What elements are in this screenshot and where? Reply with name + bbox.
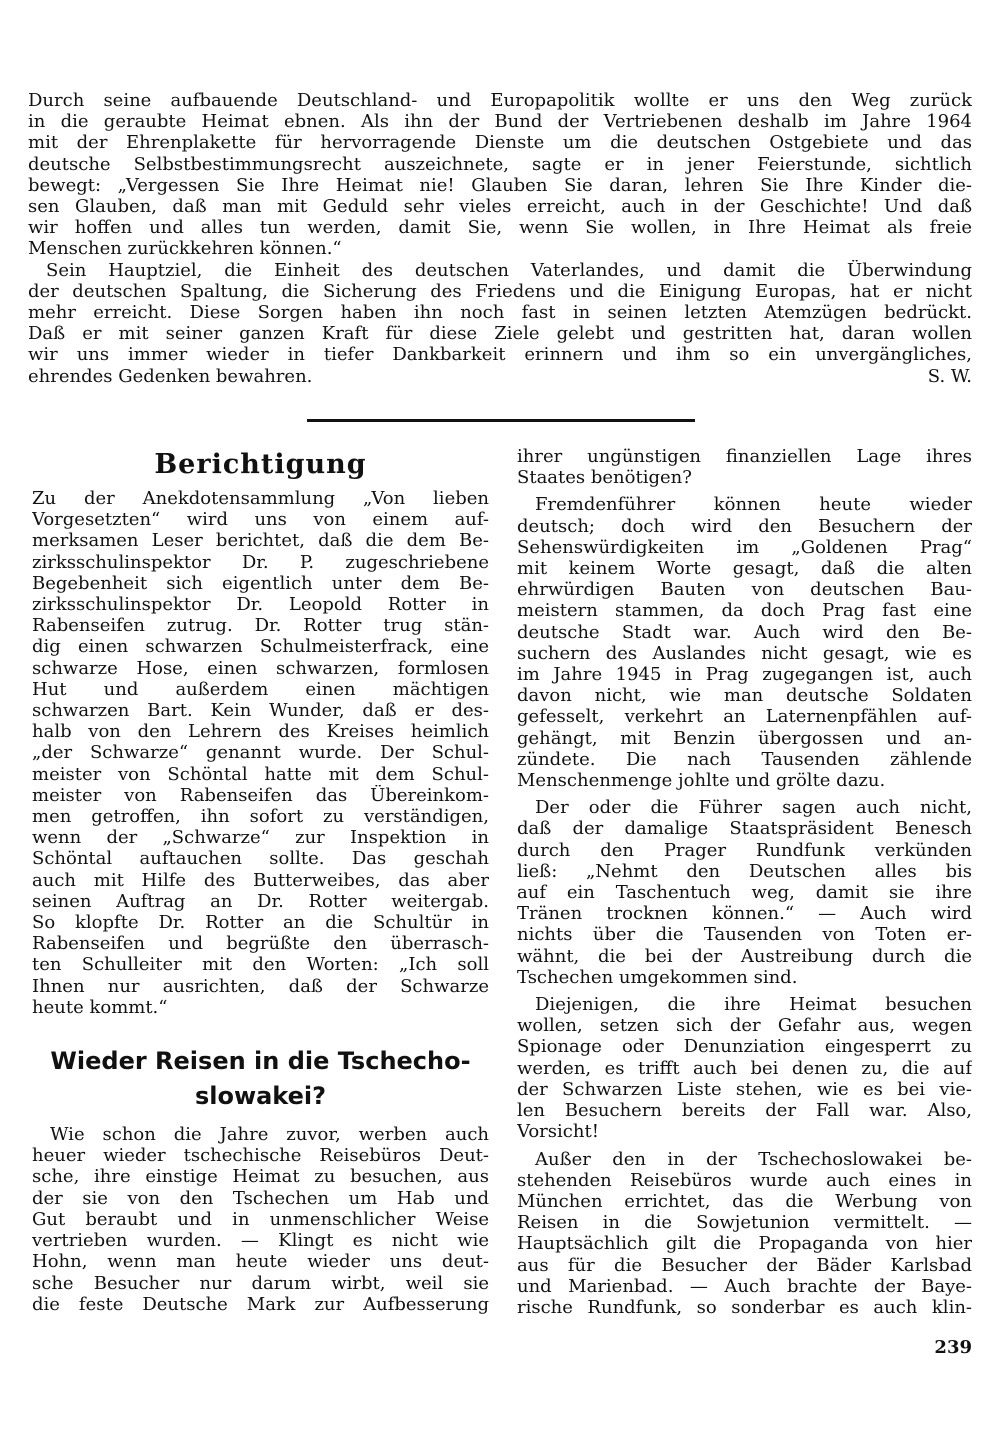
section-divider [307, 419, 695, 422]
text-line: Menschen zurückkehren können.“ [28, 238, 342, 260]
text-line: werden, es trifft auch bei denen zu, die auf [517, 1057, 972, 1079]
text-line: Rabenseifen zutrug. Dr. Rotter trug stän- [32, 615, 489, 637]
text-line: Zu der Anekdotensammlung „Von lieben [32, 488, 489, 509]
text-line: Rabenseifen und begrüßte den überrasch- [32, 933, 489, 955]
text-line: Gut beraubt und in unmenschlicher Weise [32, 1208, 489, 1230]
heading-reisen-line-1: Wieder Reisen in die Tschecho- [50, 1047, 471, 1076]
text-line: ehrwürdigen Bauten von deutschen Bau- [517, 579, 972, 601]
text-line: Vorgesetzten“ wird uns von einem auf- [32, 509, 489, 531]
text-line: heuer wieder tschechische Reisebüros Deut- [32, 1145, 489, 1167]
text-line: nichts über die Tausenden von Toten er- [517, 924, 972, 946]
reisen-paragraph [32, 1124, 489, 1315]
right-paragraph-3 [517, 797, 972, 988]
text-line: Sein Hauptziel, die Einheit des deutschen Vaterlandes, und damit die Überwindung [46, 259, 972, 281]
text-line: stehenden Reisebüros wurde auch eines in [517, 1169, 972, 1191]
text-line: auf ein Taschentuch weg, damit sie ihre [517, 882, 972, 904]
text-line: deutsche Selbstbestimmungsrecht auszeichnete, sagte er in jener Feierstunde, sichtlich [28, 153, 972, 175]
text-line: rische Rundfunk, so sonderbar es auch klin- [517, 1296, 972, 1318]
text-line: Schöntal auftauchen sollte. Das geschah [32, 848, 489, 870]
paragraph-1 [28, 90, 972, 260]
text-line: in die geraubte Heimat ebnen. Als ihn der Bund der Vertriebenen deshalb im Jahre 1964 [28, 111, 972, 133]
text-line: schwarze Hose, einen schwarzen, formlosen [32, 657, 489, 679]
text-line: Der oder die Führer sagen auch nicht, [535, 797, 972, 819]
text-line: meistern stammen, da doch Prag fast eine [517, 600, 972, 622]
text-line: heute kommt.“ [32, 996, 168, 1018]
text-line: gefesselt, verkehrt an Laternenpfählen auf- [517, 706, 972, 728]
text-line: durch den Prager Rundfunk verkünden [517, 839, 972, 861]
text-line: Sehenswürdigkeiten im „Goldenen Prag“ [517, 536, 972, 558]
text-line: der deutschen Spaltung, die Sicherung des Friedens und die Einigung Europas, hat er nicht [28, 280, 972, 302]
text-line: daß der damalige Staatspräsident Benesch [517, 818, 972, 840]
text-line: die feste Deutsche Mark zur Aufbesserung [32, 1293, 489, 1315]
text-line: Diejenigen, die ihre Heimat besuchen [535, 994, 972, 1016]
text-line: „der Schwarze“ genannt wurde. Der Schul- [32, 742, 489, 764]
text-line: Tränen trocknen können.“ — Auch wird [517, 903, 972, 925]
text-line: davon nicht, wie man deutsche Soldaten [517, 685, 972, 707]
text-line: meister von Schöntal hatte mit dem Schul- [32, 763, 489, 785]
text-line: Ihnen nur ausrichten, daß der Schwarze [32, 975, 489, 997]
right-paragraph-5 [517, 1149, 972, 1319]
text-line: Hut und außerdem einen mächtigen [32, 678, 489, 700]
text-line: Spionage oder Denunziation eingesperrt zu [517, 1036, 972, 1058]
text-line: Reisen in die Sowjetunion vermittelt. — [517, 1212, 972, 1234]
text-line: deutsch; doch wird den Besuchern der [517, 515, 972, 537]
text-line: gehängt, mit Benzin übergossen und an- [517, 727, 972, 749]
top-article [28, 90, 972, 387]
text-line: ließ: „Nehmt den Deutschen alles bis [517, 860, 972, 882]
text-line: wir uns immer wieder in tiefer Dankbarkeit erinnern und ihm so ein unvergängliches, [28, 344, 972, 366]
text-line: bewegt: „Vergessen Sie Ihre Heimat nie! Glauben Sie daran, lehren Sie Ihre Kinder die- [28, 174, 972, 196]
text-line: der sie von den Tschechen um Hab und [32, 1187, 489, 1209]
signature: S. W. [927, 365, 972, 387]
heading-berichtigung: Berichtigung [154, 449, 367, 480]
heading-reisen-line-2: slowakei? [194, 1082, 327, 1111]
text-line: sche Besucher nur darum wirbt, weil sie [32, 1272, 489, 1294]
text-line: Daß er mit seiner ganzen Kraft für diese Ziele gelebt und gestritten hat, daran wollen [28, 323, 972, 345]
text-line: ten Schulleiter mit den Worten: „Ich soll [32, 954, 489, 976]
text-line: halb von den Lehrern des Kreises heimlich [32, 721, 489, 743]
text-line: deutsche Stadt war. Auch wird den Be- [517, 621, 972, 643]
text-line: suchern des Auslandes nicht gesagt, wie es [517, 642, 972, 664]
text-line: wähnt, die bei der Austreibung durch die [517, 945, 972, 967]
page-number: 239 [934, 1337, 972, 1358]
text-line: Außer den in der Tschechoslowakei be- [535, 1148, 972, 1170]
text-line: wenn der „Schwarze“ zur Inspektion in [32, 827, 489, 849]
left-column [32, 444, 489, 1315]
text-line: wir hoffen und alles tun werden, damit Sie, wenn Sie wollen, in Ihre Heimat als freie [28, 217, 972, 239]
text-line: wollen, setzen sich der Gefahr aus, wegen [517, 1015, 972, 1037]
text-line: Vorsicht! [517, 1121, 599, 1143]
right-paragraph-1 [517, 446, 972, 488]
text-line: Begebenheit sich eigentlich unter dem Be- [32, 572, 489, 594]
text-line: München errichtet, das die Werbung von [517, 1190, 972, 1212]
text-line: So klopfte Dr. Rotter an die Schultür in [32, 912, 489, 934]
text-line: ihrer ungünstigen finanziellen Lage ihres [517, 446, 972, 467]
text-line: zirksschulinspektor Dr. Leopold Rotter in [32, 594, 489, 616]
paragraph-2 [28, 260, 972, 387]
text-line: schwarzen Bart. Kein Wunder, daß er des- [32, 700, 489, 722]
text-line: Wie schon die Jahre zuvor, werben auch [50, 1124, 489, 1146]
text-line: vertrieben wurden. — Klingt es nicht wie [32, 1230, 489, 1252]
text-line: Staates benötigen? [517, 467, 692, 489]
closing-line [28, 366, 972, 387]
text-line: dig einen schwarzen Schulmeisterfrack, eine [32, 636, 489, 658]
text-line: Hauptsächlich gilt die Propaganda von hier [517, 1233, 972, 1255]
text-line: merksamen Leser berichtet, daß die dem Be- [32, 530, 489, 552]
text-line: Menschenmenge johlte und grölte dazu. [517, 770, 886, 792]
text-line: mit keinem Worte gesagt, daß die alten [517, 558, 972, 580]
text-line: Tschechen umgekommen sind. [517, 966, 798, 988]
text-line: Durch seine aufbauende Deutschland- und Europapolitik wollte er uns den Weg zurück [28, 90, 972, 111]
right-paragraph-2 [517, 494, 972, 791]
text-line: sen Glauben, daß man mit Geduld sehr vieles erreicht, auch in der Geschichte! Und daß [28, 196, 972, 218]
berichtigung-paragraph [32, 488, 489, 1018]
text-line: auch mit Hilfe des Butterweibes, das aber [32, 869, 489, 891]
text-line: zündete. Die nach Tausenden zählende [517, 748, 972, 770]
text-line: mit der Ehrenplakette für hervorragende Dienste um die deutschen Ostgebiete und das [28, 132, 972, 154]
text-line: sche, ihre einstige Heimat zu besuchen, aus [32, 1166, 489, 1188]
heading-reisen [32, 1044, 489, 1114]
right-column [517, 446, 972, 1318]
text-line: len Besuchern bereits der Fall war. Also, [517, 1100, 972, 1122]
text-line: seinen Auftrag an Dr. Rotter weitergab. [32, 890, 489, 912]
text-line: men getroffen, ihn sofort zu verständigen, [32, 806, 489, 828]
text-line: zirksschulinspektor Dr. P. zugeschriebene [32, 551, 489, 573]
text-line: meister von Rabenseifen das Übereinkom- [32, 784, 489, 806]
text-line: Hohn, wenn man heute wieder uns deut- [32, 1251, 489, 1273]
text-line: Fremdenführer können heute wieder [535, 494, 972, 516]
text-line: im Jahre 1945 in Prag zugegangen ist, auch [517, 664, 972, 686]
text-line: aus für die Besucher der Bäder Karlsbad [517, 1254, 972, 1276]
closing-text: ehrendes Gedenken bewahren. [28, 365, 313, 387]
text-line: der Schwarzen Liste stehen, wie es bei vie- [517, 1078, 972, 1100]
text-line: mehr erreicht. Diese Sorgen haben ihn noch fast in seinen letzten Atemzügen bedrückt. [28, 302, 972, 324]
text-line: und Marienbad. — Auch brachte der Baye- [517, 1275, 972, 1297]
right-paragraph-4 [517, 994, 972, 1142]
